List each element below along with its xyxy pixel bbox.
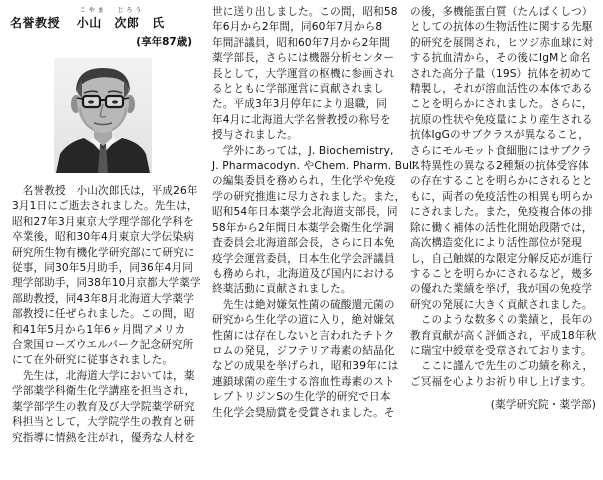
text-line: 年4月に北海道大学名誉教授の称号を xyxy=(212,113,391,126)
text-line: さらにモルモット食細胞にはサブクラ xyxy=(410,144,593,157)
text-line: 研究の発展に大きく貢献されました。 xyxy=(410,298,593,311)
text-line: 授与されました。 xyxy=(212,129,298,142)
affiliation: (薬学研究院・薬学部) xyxy=(490,399,596,412)
text-line: た。平成3年3月停年により退職，同 xyxy=(212,98,387,111)
text-line: の優れた業績を挙げ，我が国の免疫学 xyxy=(410,283,593,296)
text-line: 理学部助手，同38年10月京都大学薬学 xyxy=(12,277,201,290)
text-line: 的研究を展開され，ヒツジ赤血球に対 xyxy=(410,36,594,49)
text-line: 年6月から2年間，同60年7月から8 xyxy=(212,21,383,34)
text-line: 先生は，北海道大学においては，薬 xyxy=(12,369,195,382)
text-line: 科担当として，大学院学生の教育と研 xyxy=(12,416,195,429)
text-line: 58年から2年間日本薬学会衛生化学調 xyxy=(212,221,394,234)
honorific-suffix: 氏 xyxy=(152,16,165,30)
text-line: もに，両者の免疫活性の相異も明らか xyxy=(410,190,593,203)
family-name-reading: こやま xyxy=(79,7,107,14)
text-line: の後，多機能蛋白質（たんぱくしつ） xyxy=(410,6,593,18)
body-column-2 xyxy=(212,5,419,421)
text-line: も務められ，北海道及び国内における xyxy=(212,267,396,280)
text-line: 合衆国ローズウエルパーク記念研究所 xyxy=(12,339,194,352)
title-line xyxy=(10,7,165,31)
text-line: 学部薬学科衛生化学講座を担当され， xyxy=(12,385,196,398)
text-line: レプトリジンSの生化学的研究で日本 xyxy=(212,391,391,404)
text-line: 長として，大学運営の枢機に参画され xyxy=(212,67,395,80)
text-line: 従事，同30年5月助手，同36年4月同 xyxy=(12,262,194,275)
text-line: にて在外研究に従事されました。 xyxy=(12,354,174,367)
text-line: 和41年5月から1年6ヶ月間アメリカ xyxy=(12,323,186,336)
text-line: にされました。また，免疫複合体の排 xyxy=(410,206,593,219)
text-line: 3月1日にご逝去されました。先生は， xyxy=(12,200,198,213)
header xyxy=(10,4,210,48)
given-name-text: 次郎 xyxy=(114,16,140,30)
text-line: 高次構造変化により活性部位が発現 xyxy=(410,237,582,250)
text-line: することを明らかにされるなど，幾多 xyxy=(410,267,593,280)
text-line: する抗血清から，その後にIgMと命名 xyxy=(410,52,591,65)
text-line: 研究所生物有機化学研究部にて研究に xyxy=(12,246,195,259)
text-line: 昭和54年日本薬学会北海道支部長，同 xyxy=(212,206,398,219)
portrait-photo-icon xyxy=(54,58,152,173)
text-line: 部助教授，同43年8月北海道大学薬学 xyxy=(12,292,194,305)
given-name xyxy=(114,7,145,31)
text-line: るとともに学部運営に貢献されまし xyxy=(212,83,384,96)
text-line: 薬学部長，さらには機器分析センター xyxy=(212,52,395,65)
text-line: J. Pharmacodyn. やChem. Pharm. Bull. xyxy=(212,160,419,173)
text-line: 抗体IgGのサブクラスが異なること， xyxy=(410,129,590,142)
text-line: ご冥福を心よりお祈り申し上げます。 xyxy=(410,375,592,388)
text-line: ロムの発見，ジフテリア毒素の結晶化 xyxy=(212,344,395,357)
text-line: 学の研究推進に尽力されました。また， xyxy=(212,190,406,203)
given-name-reading: じろう xyxy=(117,7,145,14)
text-line: などの成果を挙げられ，昭和39年には xyxy=(212,360,399,373)
text-line: 終薬活動に貢献されました。 xyxy=(212,283,352,296)
text-line: 除に働く補体の活性化開始段階では， xyxy=(410,221,593,234)
portrait-photo xyxy=(54,58,152,173)
text-line: としての抗体の生物活性に関する先駆 xyxy=(410,21,593,34)
text-line: 先生は絶対嫌気性菌の硫酸還元菌の xyxy=(212,298,395,311)
text-line: 昭和27年3月東京大学理学部化学科を xyxy=(12,215,194,228)
text-line: 疫学会運営委員，日本生化学会評議員 xyxy=(212,252,395,265)
text-line: された高分子量（19S）抗体を初めて xyxy=(410,67,592,80)
text-line: 薬学部学生の教育及び大学院薬学研究 xyxy=(12,400,195,413)
text-line: の存在することを明らかにされるとと xyxy=(410,175,593,188)
text-line: このような数多くの業績と，長年の xyxy=(410,314,593,327)
text-line: 性菌には存在しないと言われたチトク xyxy=(212,329,395,342)
text-line: 卒業後，昭和30年4月東京大学伝染病 xyxy=(12,231,194,244)
text-line: し，自己触媒的な限定分解反応が進行 xyxy=(410,252,593,265)
rank-label: 名誉教授 xyxy=(10,16,61,30)
text-line: 名誉教授 小山次郎氏は，平成26年 xyxy=(12,185,198,197)
text-line: 抗原の性状や免疫量により産生される xyxy=(410,113,593,126)
text-line: ス特異性の異なる2種類の抗体受容体 xyxy=(410,160,589,173)
text-line: ことを明らかにされました。さらに， xyxy=(410,98,593,111)
text-line: 精製し，それが溶血活性の本体である xyxy=(410,83,593,96)
text-line: 年間評議員，昭和60年7月から2年間 xyxy=(212,36,390,49)
text-line: 部教授に任ぜられました。この間，昭 xyxy=(12,308,195,321)
text-line: 教育貢献が高く評価され，平成18年秋 xyxy=(410,329,597,342)
text-line: ここに謹んで先生のご功績を称え， xyxy=(410,360,594,373)
body-column-1 xyxy=(12,184,202,446)
text-line: に瑞宝中綬章を受章されております。 xyxy=(410,344,592,357)
text-line: 連鎖球菌の産生する溶血性毒素のスト xyxy=(212,375,395,388)
text-line: 学外にあっては，J. Biochemistry, xyxy=(212,144,394,157)
age-label: (享年87歳) xyxy=(136,36,192,48)
text-line: の編集委員を務められ，生化学や免疫 xyxy=(212,175,396,188)
text-line: 生化学会奨励賞を受賞されました。そ xyxy=(212,406,395,419)
family-name xyxy=(76,7,107,31)
body-column-3 xyxy=(410,5,600,414)
text-line: 究指導に情熱を注がれ，優秀な人材を xyxy=(12,431,196,444)
text-line: 世に送り出しました。この間，昭和58 xyxy=(212,6,398,18)
text-line: 査委員会北海道部会長，さらに日本免 xyxy=(212,237,395,250)
text-line: 研究から生化学の道に入り，絶対嫌気 xyxy=(212,314,395,327)
family-name-text: 小山 xyxy=(76,16,102,30)
